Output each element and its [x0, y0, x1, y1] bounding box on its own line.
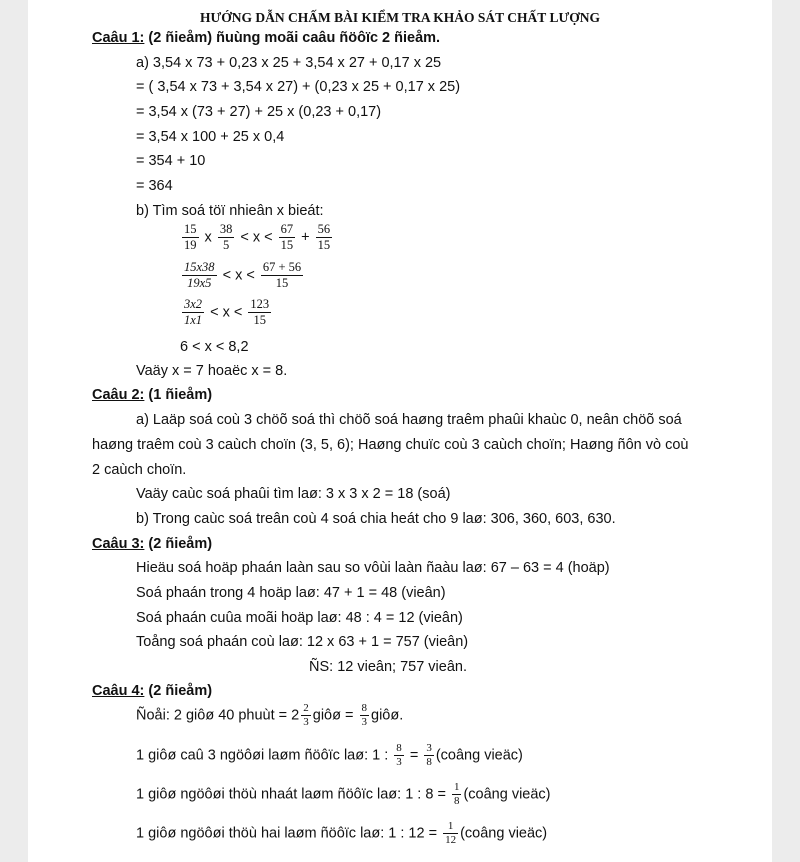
q4-line-4: 1 giôø ngöôøi thöù hai laøm ñöôïc laø: 1 : 12 = $\frac{1}{12}$ (coâng vieäc) — [136, 820, 548, 846]
q4-heading — [92, 682, 212, 700]
fraction: $\frac{8}{3}$ — [396, 742, 402, 768]
q3-answer: ÑS: 12 vieân; 757 vieân. — [309, 659, 467, 675]
q2-points: (1 ñieåm) — [144, 387, 213, 403]
fraction: $\frac{123}{15}$ — [250, 297, 270, 327]
q1b-answer: Vaäy x = 7 hoaëc x = 8. — [136, 363, 288, 379]
q1-label: Caâu 1: — [92, 30, 145, 46]
q1-heading — [92, 29, 440, 47]
q1b-inequality-1: $\frac{15}{19}$ x $\frac{38}{5}$ < x < $\frac{67}{15}$ + $\frac{56}{15}$ — [184, 222, 331, 252]
q3-line-4: Toång soá phaán coù laø: 12 x 63 + 1 = 757 (vieân) — [136, 634, 469, 650]
q2a-line-4: Vaäy caùc soá phaûi tìm laø: 3 x 3 x 2 = 18 (soá) — [136, 486, 451, 502]
answer-key-page — [28, 0, 772, 862]
q4-line-1: Ñoåi: 2 giôø 40 phuùt = 2 $\frac{2}{3}$ giôø = $\frac{8}{3}$ giôø. — [136, 702, 404, 728]
q3-label: Caâu 3: — [92, 536, 145, 552]
q1b-range: 6 < x < 8,2 — [180, 339, 249, 355]
q1a-line-2: = ( 3,54 x 73 + 3,54 x 27) + (0,23 x 25 + 0,17 x 25) — [136, 79, 461, 95]
q3-points: (2 ñieåm) — [144, 536, 213, 552]
fraction: $\frac{2}{3}$ — [303, 702, 309, 728]
q1a-line-6: = 364 — [136, 178, 173, 194]
fraction: $\frac{56}{15}$ — [317, 222, 331, 252]
q1a-line-3: = 3,54 x (73 + 27) + 25 x (0,23 + 0,17) — [136, 104, 382, 120]
page-title: HƯỚNG DẪN CHẤM BÀI KIỂM TRA KHẢO SÁT CHẤT LƯỢNG — [200, 10, 600, 25]
fraction: $\frac{8}{3}$ — [361, 702, 367, 728]
q4-points: (2 ñieåm) — [144, 683, 213, 699]
fraction: $\frac{15x38}{19x5}$ — [184, 260, 215, 290]
q2a-line-2: haøng traêm coù 3 caùch choïn (3, 5, 6); Haøng chuïc coù 3 caùch choïn; Haøng ñôn vò coù — [92, 437, 689, 453]
q3-line-1: Hieäu soá hoäp phaán laàn sau so vôùi laàn ñaàu laø: 67 – 63 = 4 (hoäp) — [136, 560, 610, 576]
q4-line-3: 1 giôø ngöôøi thöù nhaát laøm ñöôïc laø: 1 : 8 = $\frac{1}{8}$ (coâng vieäc) — [136, 781, 551, 807]
fraction: $\frac{1}{12}$ — [445, 820, 457, 846]
q1b-inequality-2: $\frac{15x38}{19x5}$ < x < $\frac{67 + 56}{15}$ — [184, 260, 302, 290]
q1b-inequality-3: $\frac{3x2}{1x1}$ < x < $\frac{123}{15}$ — [184, 297, 270, 327]
q1b-intro: b) Tìm soá töï nhieân x bieát: — [136, 203, 324, 219]
fraction: $\frac{3}{8}$ — [426, 742, 432, 768]
q1a-line-5: = 354 + 10 — [136, 153, 206, 169]
q1a-line-1: a) 3,54 x 73 + 0,23 x 25 + 3,54 x 27 + 0,17 x 25 — [136, 55, 442, 71]
q3-line-3: Soá phaán cuûa moãi hoäp laø: 48 : 4 = 12 (vieân) — [136, 610, 463, 626]
q4-label: Caâu 4: — [92, 683, 145, 699]
fraction: $\frac{1}{8}$ — [453, 781, 460, 807]
fraction: $\frac{15}{19}$ — [184, 222, 197, 252]
q2a-line-3: 2 caùch choïn. — [92, 462, 187, 478]
q3-line-2: Soá phaán trong 4 hoäp laø: 47 + 1 = 48 (vieân) — [136, 585, 446, 601]
fraction: $\frac{67 + 56}{15}$ — [262, 260, 302, 290]
fraction: $\frac{38}{5}$ — [219, 222, 233, 252]
q2a-line-1: a) Laäp soá coù 3 chöõ soá thì chöõ soá haøng traêm phaûi khaùc 0, neân chöõ soá — [136, 412, 682, 428]
q2-label: Caâu 2: — [92, 387, 145, 403]
q1-points: (2 ñieåm) ñuùng moãi caâu ñöôïc 2 ñieåm. — [144, 30, 441, 46]
q4-line-2: 1 giôø caû 3 ngöôøi laøm ñöôïc laø: 1 : $\frac{8}{3}$ = $\frac{3}{8}$ (coâng vieäc) — [136, 742, 523, 768]
fraction: $\frac{67}{15}$ — [280, 222, 294, 252]
q1a-line-4: = 3,54 x 100 + 25 x 0,4 — [136, 129, 285, 145]
fraction: $\frac{3x2}{1x1}$ — [184, 297, 203, 327]
q2-heading — [92, 386, 212, 404]
q3-heading — [92, 535, 212, 553]
q2b-line: b) Trong caùc soá treân coù 4 soá chia heát cho 9 laø: 306, 360, 603, 630. — [136, 511, 616, 527]
